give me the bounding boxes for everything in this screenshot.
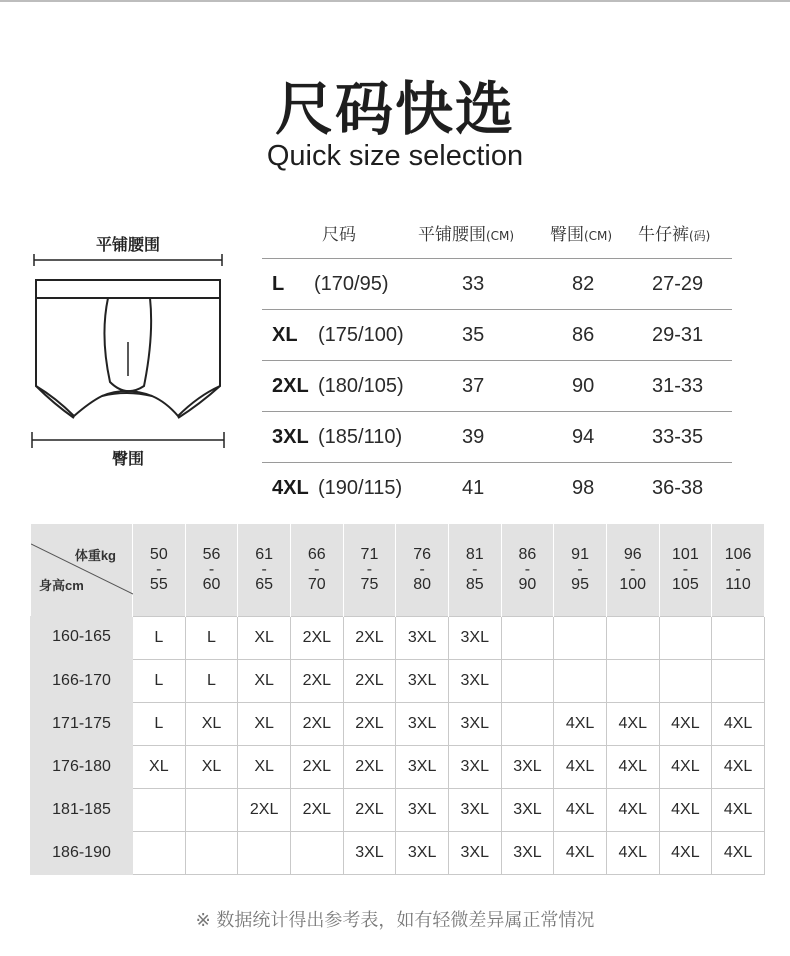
size-cell (712, 616, 765, 659)
weight-to: 85 (465, 576, 484, 594)
size-cell (501, 702, 554, 745)
weight-dash: - (261, 561, 267, 579)
weight-dash: - (208, 561, 215, 579)
weight-range-header (712, 524, 765, 616)
table-row (31, 745, 765, 788)
underwear-illustration (28, 226, 228, 476)
weight-from: 96 (623, 546, 642, 564)
size-cell: 4XL (659, 745, 712, 788)
header-waist: 平铺腰围(CM) (418, 225, 515, 245)
size-cell: 4XL (659, 788, 712, 831)
size-cell (659, 616, 712, 659)
size-cell (185, 831, 238, 874)
size-cell: 3XL (448, 788, 501, 831)
waist-value: 41 (462, 477, 485, 499)
size-cell (238, 831, 291, 874)
size-cell: 3XL (396, 616, 449, 659)
size-cell: 4XL (554, 788, 607, 831)
hip-value: 90 (572, 375, 595, 397)
size-cell: L (185, 616, 238, 659)
height-range-cell: 171-175 (31, 702, 133, 745)
size-cell: 3XL (396, 702, 449, 745)
size-cell: XL (238, 616, 291, 659)
weight-dash: - (314, 561, 320, 579)
weight-range-header (396, 524, 449, 616)
size-cell: 4XL (606, 831, 659, 874)
size-row (262, 462, 732, 513)
size-cell: 3XL (396, 831, 449, 874)
size-table-header (262, 206, 732, 258)
height-range-cell: 176-180 (31, 745, 133, 788)
size-code: L (272, 273, 285, 295)
height-range-cell: 166-170 (31, 659, 133, 702)
size-code: 4XL (272, 477, 309, 499)
size-cell: 3XL (501, 745, 554, 788)
weight-to: 100 (619, 576, 647, 594)
size-cell: 4XL (554, 745, 607, 788)
size-cell: 4XL (659, 702, 712, 745)
weight-from: 66 (307, 546, 326, 564)
size-code: 3XL (272, 426, 309, 448)
size-cell: 4XL (554, 702, 607, 745)
waist-label: 平铺腰围 (95, 235, 160, 254)
size-cell (606, 659, 659, 702)
size-cell: 3XL (448, 831, 501, 874)
weight-axis-label: 体重kg (74, 548, 116, 563)
hip-value: 94 (572, 426, 595, 448)
weight-to: 75 (360, 576, 379, 594)
size-cell: 3XL (396, 745, 449, 788)
size-cell (554, 659, 607, 702)
weight-from: 50 (149, 546, 168, 564)
weight-from: 71 (360, 546, 379, 564)
size-cell (606, 616, 659, 659)
weight-dash: - (366, 561, 373, 579)
weight-range-header (606, 524, 659, 616)
weight-from: 91 (571, 546, 589, 564)
size-cell: 3XL (501, 831, 554, 874)
weight-dash: - (735, 561, 741, 579)
size-cell: XL (185, 745, 238, 788)
size-spec: (180/105) (318, 375, 404, 397)
header-size: 尺码 (322, 225, 356, 245)
size-row (262, 360, 732, 411)
size-code: XL (272, 324, 298, 346)
size-cell: 3XL (501, 788, 554, 831)
size-cell: L (133, 616, 186, 659)
weight-dash: - (472, 561, 478, 579)
size-cell: 3XL (343, 831, 396, 874)
weight-range-header (554, 524, 607, 616)
weight-from: 56 (202, 546, 221, 564)
waist-value: 37 (462, 375, 485, 397)
table-row (31, 702, 765, 745)
waist-value: 33 (462, 273, 485, 295)
weight-range-header (659, 524, 712, 616)
height-range-cell: 160-165 (31, 616, 133, 659)
size-row (262, 258, 732, 309)
page-title: 尺码快选 (274, 75, 515, 143)
size-table (262, 206, 732, 513)
size-cell: 3XL (448, 745, 501, 788)
weight-to: 80 (413, 576, 431, 594)
size-cell (290, 831, 343, 874)
size-cell (501, 659, 554, 702)
size-cell (659, 659, 712, 702)
weight-dash: - (419, 561, 425, 579)
jeans-value: 31-33 (652, 375, 704, 397)
hip-value: 86 (572, 324, 595, 346)
size-cell: L (133, 702, 186, 745)
hip-label: 臀围 (111, 449, 144, 468)
weight-range-header (501, 524, 554, 616)
table-row (31, 659, 765, 702)
size-cell: 4XL (712, 702, 765, 745)
size-cell: 3XL (448, 659, 501, 702)
size-cell: 4XL (712, 788, 765, 831)
size-cell: 3XL (448, 702, 501, 745)
size-cell: 4XL (712, 831, 765, 874)
weight-from: 106 (724, 546, 752, 564)
weight-dash: - (630, 561, 636, 579)
size-cell: XL (133, 745, 186, 788)
height-axis-label: 身高cm (39, 578, 84, 593)
height-range-cell: 181-185 (31, 788, 133, 831)
weight-from: 81 (465, 546, 484, 564)
table-row (31, 788, 765, 831)
size-cell: 3XL (396, 659, 449, 702)
weight-dash: - (577, 561, 583, 579)
size-spec: (190/115) (318, 477, 403, 499)
weight-range-header (343, 524, 396, 616)
jeans-value: 29-31 (652, 324, 704, 346)
footnote: ※ 数据统计得出参考表，如有轻微差异属正常情况 (195, 910, 595, 931)
size-spec: (185/110) (318, 426, 403, 448)
size-cell: 2XL (290, 702, 343, 745)
waist-value: 35 (462, 324, 485, 346)
weight-to: 110 (725, 576, 751, 594)
header-hip: 臀围(CM) (550, 225, 613, 245)
weight-to: 65 (255, 576, 274, 594)
size-spec: (175/100) (318, 324, 404, 346)
size-cell: 4XL (554, 831, 607, 874)
size-cell (554, 616, 607, 659)
hip-value: 82 (572, 273, 595, 295)
weight-dash: - (524, 561, 531, 579)
size-cell: XL (238, 745, 291, 788)
size-row (262, 309, 732, 360)
weight-range-header (185, 524, 238, 616)
jeans-value: 33-35 (652, 426, 704, 448)
size-cell: 2XL (290, 616, 343, 659)
weight-range-header (133, 524, 186, 616)
weight-range-header (290, 524, 343, 616)
weight-dash: - (156, 561, 162, 579)
size-row (262, 411, 732, 462)
size-cell: 4XL (606, 745, 659, 788)
size-spec: (170/95) (314, 273, 389, 295)
size-cell: XL (238, 659, 291, 702)
size-cell: 2XL (343, 702, 396, 745)
weight-dash: - (682, 561, 689, 579)
size-cell (501, 616, 554, 659)
size-cell: 2XL (343, 659, 396, 702)
weight-from: 101 (672, 546, 699, 564)
size-cell: 2XL (343, 616, 396, 659)
size-cell: 4XL (712, 745, 765, 788)
weight-to: 105 (672, 576, 699, 594)
grid-corner (31, 524, 133, 616)
size-cell: 2XL (343, 788, 396, 831)
size-cell (185, 788, 238, 831)
size-cell: 2XL (290, 659, 343, 702)
size-cell (133, 831, 186, 874)
weight-from: 61 (255, 546, 274, 564)
size-cell: XL (238, 702, 291, 745)
page-subtitle: Quick size selection (266, 140, 524, 172)
weight-from: 86 (518, 546, 537, 564)
weight-range-header (448, 524, 501, 616)
weight-to: 95 (571, 576, 589, 594)
briefs-drawing (28, 226, 228, 476)
top-divider (0, 0, 790, 2)
height-range-cell: 186-190 (31, 831, 133, 874)
size-cell: 2XL (290, 745, 343, 788)
size-cell: 4XL (606, 702, 659, 745)
weight-range-header (238, 524, 291, 616)
table-row (31, 831, 765, 874)
waist-value: 39 (462, 426, 485, 448)
size-cell: 2XL (238, 788, 291, 831)
hip-value: 98 (572, 477, 595, 499)
weight-to: 90 (518, 576, 537, 594)
jeans-value: 27-29 (652, 273, 704, 295)
size-cell: 3XL (396, 788, 449, 831)
header-jeans: 牛仔裤(码) (638, 225, 711, 245)
weight-to: 70 (307, 576, 326, 594)
size-cell (712, 659, 765, 702)
size-code: 2XL (272, 375, 309, 397)
size-cell: L (185, 659, 238, 702)
size-cell: XL (185, 702, 238, 745)
weight-to: 55 (149, 576, 168, 594)
weight-to: 60 (202, 576, 221, 594)
size-cell: 4XL (659, 831, 712, 874)
size-cell (133, 788, 186, 831)
size-cell: 4XL (606, 788, 659, 831)
weight-from: 76 (413, 546, 431, 564)
size-cell: 3XL (448, 616, 501, 659)
table-row (31, 616, 765, 659)
size-cell: L (133, 659, 186, 702)
jeans-value: 36-38 (652, 477, 704, 499)
size-cell: 2XL (290, 788, 343, 831)
size-cell: 2XL (343, 745, 396, 788)
height-weight-grid (30, 524, 764, 875)
